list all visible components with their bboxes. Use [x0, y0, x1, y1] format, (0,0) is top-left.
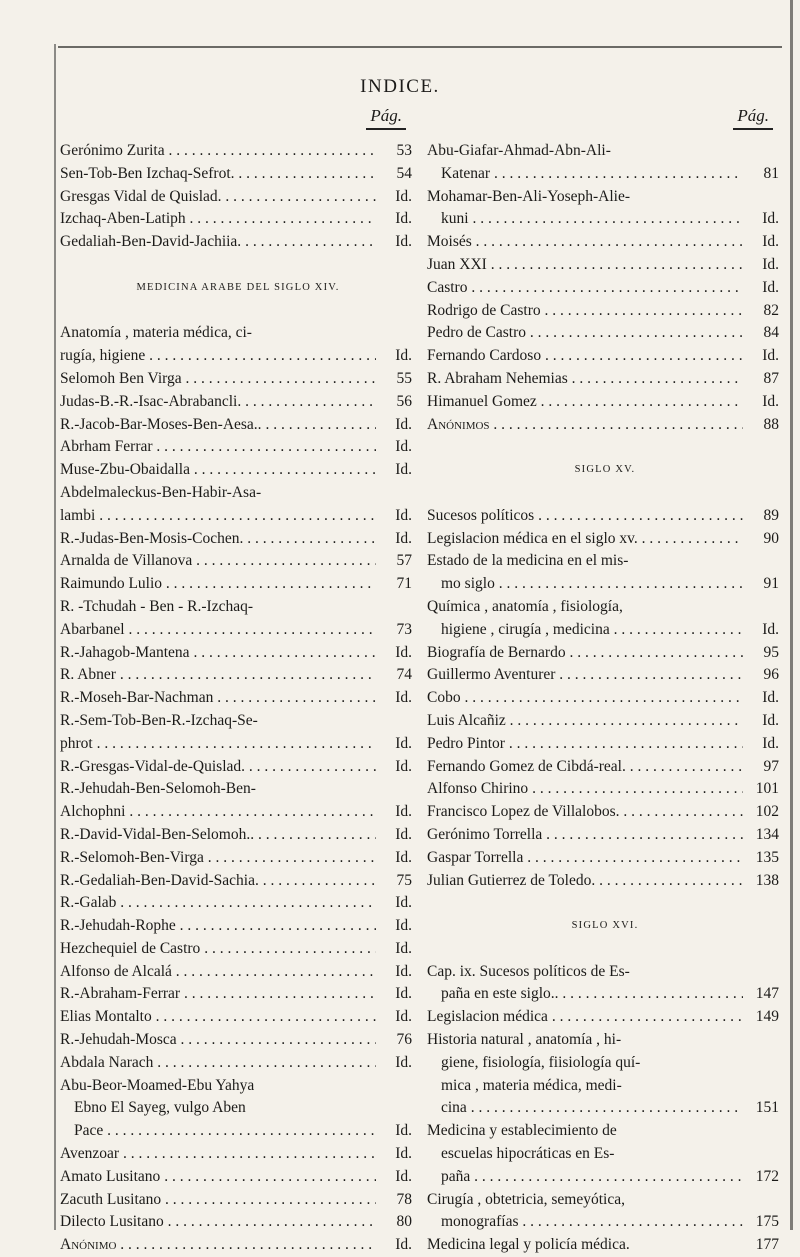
entry-page: Id. — [762, 620, 779, 638]
entry-title: Abdelmaleckus-Ben-Habir-Asa- — [60, 483, 262, 501]
index-entry — [427, 345, 783, 368]
entry-page: Id. — [395, 1236, 412, 1254]
index-entry — [427, 254, 783, 277]
index-entry — [60, 892, 416, 915]
entry-title: Legislacion médica en el siglo xv. . . . — [427, 528, 743, 551]
entry-page: Id. — [395, 438, 412, 456]
entry-page: Id. — [762, 392, 779, 410]
entry-title: Gerónimo Torrella . . . — [427, 824, 743, 847]
index-entry — [427, 231, 783, 254]
entry-page — [743, 1029, 783, 1052]
index-entry — [60, 596, 416, 619]
index-entry — [60, 163, 416, 186]
entry-title: Historia natural , anatomía , hi- — [427, 1031, 622, 1049]
index-entry — [427, 391, 783, 414]
entry-page: 149 — [755, 1008, 779, 1026]
entry-title: Alfonso de Alcalá . . . — [60, 961, 376, 984]
index-entry — [427, 208, 783, 231]
entry-page: 76 — [396, 1031, 412, 1049]
entry-title: Gresgas Vidal de Quislad. . . . — [60, 186, 376, 209]
entry-title: Abrham Ferrar . . . — [60, 436, 376, 459]
entry-title: Gerónimo Zurita . . . — [60, 140, 376, 163]
index-entry — [60, 414, 416, 437]
entry-page — [376, 596, 416, 619]
index-entry — [427, 870, 783, 893]
index-entry — [60, 733, 416, 756]
entry-title: Abu-Beor-Moamed-Ebu Yahya — [60, 1076, 255, 1094]
entry-title: Biografía de Bernardo . . . — [427, 642, 743, 665]
entry-page: 95 — [763, 643, 779, 661]
entry-page: 78 — [396, 1190, 412, 1208]
entry-title: R. Abraham Nehemias . . . — [427, 368, 743, 391]
entry-page: Id. — [395, 529, 412, 547]
index-entry — [60, 1143, 416, 1166]
index-entry — [427, 756, 783, 779]
entry-title: Amato Lusitano . . . — [60, 1166, 376, 1189]
entry-page: Id. — [762, 233, 779, 251]
entry-page: 138 — [755, 871, 779, 889]
index-entry — [60, 1052, 416, 1075]
index-entry — [60, 938, 416, 961]
entry-title: Legislacion médica . . . — [427, 1006, 743, 1029]
index-entry — [60, 436, 416, 459]
index-entry — [427, 277, 783, 300]
index-column-left — [60, 106, 416, 1257]
entry-page: 53 — [396, 142, 412, 159]
entry-page: Id. — [395, 506, 412, 524]
entry-page: Id. — [395, 894, 412, 912]
index-entry — [60, 756, 416, 779]
entry-list-c — [427, 961, 783, 1257]
entry-title: Izchaq-Aben-Latiph . . . — [60, 208, 376, 231]
entry-page: 91 — [763, 575, 779, 593]
index-entry — [427, 140, 783, 163]
entry-title: lambi . . . — [60, 505, 376, 528]
entry-title: R.-Jahagob-Mantena . . . — [60, 642, 376, 665]
entry-page — [743, 1143, 783, 1166]
index-entry — [427, 1234, 783, 1257]
entry-title: Rodrigo de Castro . . . — [427, 300, 743, 323]
entry-page: Id. — [395, 689, 412, 707]
index-entry — [60, 505, 416, 528]
index-entry — [427, 1211, 783, 1234]
entry-page: Id. — [395, 985, 412, 1003]
entry-title: Anónimo . . . — [60, 1234, 376, 1257]
entry-page: Id. — [395, 757, 412, 775]
entry-page: Id. — [395, 1053, 412, 1071]
index-entry — [60, 710, 416, 733]
index-entry — [60, 1120, 416, 1143]
page-title: INDICE. — [360, 76, 440, 97]
entry-title: Hezchequiel de Castro . . . — [60, 938, 376, 961]
index-entry — [427, 664, 783, 687]
index-entry — [60, 322, 416, 345]
index-entry — [427, 1189, 783, 1212]
index-entry — [60, 550, 416, 573]
index-entry — [60, 983, 416, 1006]
entry-page: 88 — [763, 415, 779, 433]
entry-title: Katenar . . . — [427, 163, 743, 186]
index-entry — [60, 1029, 416, 1052]
entry-page: Id. — [395, 848, 412, 866]
section-heading-siglo-xvi: SIGLO XVI. — [571, 920, 639, 932]
index-entry — [60, 778, 416, 801]
entry-title: Julian Gutierrez de Toledo. . . . — [427, 870, 743, 893]
entry-page: Id. — [395, 803, 412, 821]
entry-title: Juan XXI . . . — [427, 254, 743, 277]
entry-page — [376, 1097, 416, 1120]
index-entry — [60, 961, 416, 984]
entry-page — [376, 778, 416, 801]
entry-page: Id. — [395, 939, 412, 957]
index-entry — [60, 186, 416, 209]
index-entry — [60, 687, 416, 710]
entry-title: R.-Moseh-Bar-Nachman . . . — [60, 687, 376, 710]
index-entry — [427, 824, 783, 847]
entry-page: 73 — [396, 620, 412, 638]
entry-page — [743, 596, 783, 619]
index-entry — [60, 573, 416, 596]
entry-page: 151 — [755, 1099, 779, 1117]
entry-title: Medicina legal y policía médica. — [427, 1236, 630, 1254]
entry-title: R.-Judas-Ben-Mosis-Cochen. . . . — [60, 528, 376, 551]
entry-title: Química , anatomía , fisiología, — [427, 597, 623, 615]
entry-title: Fernando Gomez de Cibdá-real. . . . — [427, 756, 743, 779]
entry-list-b — [60, 322, 416, 1257]
entry-title: Sen-Tob-Ben Izchaq-Sefrot. . . . — [60, 163, 376, 186]
entry-page: 101 — [755, 780, 779, 798]
index-entry — [60, 1189, 416, 1212]
entry-title: Cirugía , obtetricia, semeyótica, — [427, 1190, 625, 1208]
entry-title: Sucesos políticos . . . — [427, 505, 743, 528]
entry-title: rugía, higiene . . . — [60, 345, 376, 368]
entry-title: Mohamar-Ben-Ali-Yoseph-Alie- — [427, 187, 631, 205]
entry-page — [743, 186, 783, 209]
entry-page — [376, 482, 416, 505]
entry-title: monografías . . . — [427, 1211, 743, 1234]
entry-title: Cobo . . . — [427, 687, 743, 710]
page-column-label: Pág. — [370, 106, 402, 125]
entry-page: 55 — [396, 369, 412, 387]
index-entry — [427, 528, 783, 551]
entry-page: Id. — [395, 347, 412, 365]
entry-title: paña . . . — [427, 1166, 743, 1189]
entry-page: 74 — [396, 666, 412, 684]
entry-page: 135 — [755, 848, 779, 866]
entry-title: cina . . . — [427, 1097, 743, 1120]
entry-page: Id. — [395, 187, 412, 205]
entry-page: Id. — [762, 734, 779, 752]
entry-page — [743, 1052, 783, 1075]
entry-title: phrot . . . — [60, 733, 376, 756]
entry-page: Id. — [395, 1167, 412, 1185]
index-entry — [427, 1143, 783, 1166]
entry-title: R.-Galab . . . — [60, 892, 376, 915]
entry-page: 82 — [763, 301, 779, 319]
index-entry — [60, 824, 416, 847]
entry-page: 175 — [755, 1213, 779, 1231]
entry-title: Raimundo Lulio . . . — [60, 573, 376, 596]
index-entry — [60, 1006, 416, 1029]
entry-page: 90 — [763, 529, 779, 547]
index-entry — [60, 528, 416, 551]
entry-page: 71 — [396, 575, 412, 593]
index-entry — [60, 642, 416, 665]
entry-title: escuelas hipocráticas en Es- — [441, 1145, 615, 1163]
index-entry — [427, 1075, 783, 1098]
entry-title: Zacuth Lusitano . . . — [60, 1189, 376, 1212]
index-entry — [427, 642, 783, 665]
entry-title: Alchophni . . . — [60, 801, 376, 824]
entry-title: R.-Gresgas-Vidal-de-Quislad. . . . — [60, 756, 376, 779]
entry-title: Gedaliah-Ben-David-Jachiia. . . . — [60, 231, 376, 254]
page-frame-left-rule — [54, 44, 56, 1230]
entry-title: Gaspar Torrella . . . — [427, 847, 743, 870]
entry-page: Id. — [395, 1122, 412, 1140]
entry-page: Id. — [762, 689, 779, 707]
entry-page: Id. — [762, 255, 779, 273]
entry-page — [743, 961, 783, 984]
entry-title: Anatomía , materia médica, ci- — [60, 324, 252, 342]
entry-page: Id. — [395, 917, 412, 935]
entry-page: Id. — [395, 233, 412, 251]
index-entry — [427, 687, 783, 710]
index-entry — [60, 619, 416, 642]
entry-title: R.-Gedaliah-Ben-David-Sachia. . . . — [60, 870, 376, 893]
entry-page: Id. — [762, 711, 779, 729]
index-entry — [427, 778, 783, 801]
entry-title: mica , materia médica, medi- — [441, 1076, 622, 1094]
entry-title: Muse-Zbu-Obaidalla . . . — [60, 459, 376, 482]
index-entry — [60, 664, 416, 687]
index-entry — [60, 1075, 416, 1098]
index-entry — [427, 847, 783, 870]
entry-title: Pace . . . — [60, 1120, 376, 1143]
index-entry — [427, 983, 783, 1006]
index-entry — [60, 847, 416, 870]
entry-page — [743, 1120, 783, 1143]
index-entry — [60, 1234, 416, 1257]
entry-page: 102 — [755, 803, 779, 821]
index-entry — [427, 1166, 783, 1189]
entry-page: 84 — [763, 324, 779, 342]
index-entry — [427, 619, 783, 642]
index-entry — [427, 961, 783, 984]
entry-page: 97 — [763, 757, 779, 775]
entry-title: Medicina y establecimiento de — [427, 1122, 617, 1140]
page-label-rule — [733, 128, 773, 130]
entry-title: higiene , cirugía , medicina . . . . — [427, 619, 743, 642]
index-entry — [60, 345, 416, 368]
entry-title: Estado de la medicina en el mis- — [427, 552, 629, 570]
index-entry — [427, 322, 783, 345]
entry-title: Himanuel Gomez . . . — [427, 391, 743, 414]
entry-page: 96 — [763, 666, 779, 684]
entry-page: 80 — [396, 1213, 412, 1231]
index-entry — [427, 505, 783, 528]
entry-title: Anónimos . . . — [427, 414, 743, 437]
index-entry — [427, 710, 783, 733]
entry-title: R.-Selomoh-Ben-Virga . . . — [60, 847, 376, 870]
entry-page: 172 — [755, 1167, 779, 1185]
page-column-label: Pág. — [737, 106, 769, 125]
index-entry — [60, 368, 416, 391]
index-entry — [60, 870, 416, 893]
index-entry — [60, 482, 416, 505]
entry-title: R.-Jehudah-Mosca . . . — [60, 1029, 376, 1052]
index-entry — [60, 140, 416, 163]
entry-title: R. -Tchudah - Ben - R.-Izchaq- — [60, 597, 254, 615]
entry-title: Moisés . . . — [427, 231, 743, 254]
entry-title: Arnalda de Villanova . . . — [60, 550, 376, 573]
entry-page — [376, 322, 416, 345]
entry-page: Id. — [762, 210, 779, 228]
entry-title: giene, fisiología, fiisiología quí- — [441, 1053, 641, 1071]
page-label-rule — [366, 128, 406, 130]
entry-page: 87 — [763, 369, 779, 387]
entry-title: Abdala Narach . . . — [60, 1052, 376, 1075]
entry-title: Guillermo Aventurer . . . — [427, 664, 743, 687]
entry-page: Id. — [395, 461, 412, 479]
entry-title: Fernando Cardoso . . . — [427, 345, 743, 368]
entry-page — [376, 710, 416, 733]
entry-page: 54 — [396, 164, 412, 182]
entry-page — [743, 1189, 783, 1212]
index-entry — [427, 733, 783, 756]
entry-title: R.-Sem-Tob-Ben-R.-Izchaq-Se- — [60, 711, 258, 729]
entry-page: Id. — [395, 734, 412, 752]
entry-title: kuni . . . — [427, 208, 743, 231]
entry-title: Castro . . . — [427, 277, 743, 300]
index-entry — [427, 1097, 783, 1120]
entry-title: Abarbanel . . . — [60, 619, 376, 642]
entry-title: Francisco Lopez de Villalobos. . . . — [427, 801, 743, 824]
entry-title: Luis Alcañiz . . . — [427, 710, 743, 733]
index-entry — [60, 391, 416, 414]
index-entry — [427, 368, 783, 391]
entry-title: Pedro de Castro . . . — [427, 322, 743, 345]
entry-list-a — [60, 140, 416, 254]
entry-page: 134 — [755, 825, 779, 843]
entry-title: Elias Montalto . . . — [60, 1006, 376, 1029]
index-entry — [60, 459, 416, 482]
index-entry — [427, 163, 783, 186]
section-heading: MEDICINA ARABE DEL SIGLO XIV. — [136, 281, 340, 293]
index-entry — [60, 1211, 416, 1234]
index-entry — [427, 186, 783, 209]
entry-page: 81 — [763, 164, 779, 182]
entry-title: R.-Abraham-Ferrar . . . — [60, 983, 376, 1006]
entry-page: Id. — [395, 1008, 412, 1026]
entry-page: Id. — [395, 1145, 412, 1163]
entry-title: paña en este siglo.. . . . — [427, 983, 743, 1006]
index-entry — [60, 231, 416, 254]
entry-title: Dilecto Lusitano . . . — [60, 1211, 376, 1234]
index-entry — [60, 801, 416, 824]
index-entry — [427, 1029, 783, 1052]
entry-title: mo siglo . . . — [427, 573, 743, 596]
entry-title: Cap. ix. Sucesos políticos de Es- — [427, 962, 630, 980]
entry-page — [743, 1075, 783, 1098]
entry-page: Id. — [395, 415, 412, 433]
entry-title: Pedro Pintor . . . — [427, 733, 743, 756]
entry-page: 177 — [755, 1236, 779, 1254]
entry-title: R.-Jehudah-Rophe . . . — [60, 915, 376, 938]
entry-page: Id. — [395, 962, 412, 980]
index-entry — [427, 300, 783, 323]
entry-page: 56 — [396, 392, 412, 410]
entry-title: Ebno El Sayeg, vulgo Aben — [74, 1099, 246, 1117]
entry-page — [743, 140, 783, 163]
index-entry — [427, 1120, 783, 1143]
entry-title: Judas-B.-R.-Isac-Abrabancli. . . . — [60, 391, 376, 414]
section-heading-siglo-xv: SIGLO XV. — [574, 464, 636, 476]
entry-page — [376, 1075, 416, 1098]
entry-list-b — [427, 505, 783, 893]
page-frame-right-edge — [790, 0, 793, 1230]
entry-page: Id. — [762, 347, 779, 365]
index-entry — [427, 1052, 783, 1075]
page-frame-top-rule — [58, 46, 782, 48]
entry-page — [743, 550, 783, 573]
entry-page: Id. — [395, 825, 412, 843]
index-entry — [427, 550, 783, 573]
index-entry — [60, 1166, 416, 1189]
entry-title: Alfonso Chirino . . . — [427, 778, 743, 801]
index-entry — [60, 208, 416, 231]
index-entry — [427, 596, 783, 619]
index-entry — [60, 1097, 416, 1120]
entry-title: Avenzoar . . . — [60, 1143, 376, 1166]
entry-title: R. Abner . . . — [60, 664, 376, 687]
entry-page: 89 — [763, 506, 779, 524]
entry-list-a — [427, 140, 783, 436]
index-entry — [427, 573, 783, 596]
entry-page: 147 — [755, 985, 779, 1003]
entry-title: Selomoh Ben Virga . . . — [60, 368, 376, 391]
entry-title: R.-Jehudah-Ben-Selomoh-Ben- — [60, 780, 256, 798]
entry-page: 75 — [396, 871, 412, 889]
index-entry — [60, 915, 416, 938]
index-entry — [427, 801, 783, 824]
entry-page: 57 — [396, 552, 412, 570]
index-entry — [427, 414, 783, 437]
entry-page: Id. — [395, 643, 412, 661]
index-entry — [427, 1006, 783, 1029]
index-column-right — [427, 106, 783, 1257]
entry-page: Id. — [762, 278, 779, 296]
entry-title: Abu-Giafar-Ahmad-Abn-Ali- — [427, 142, 611, 159]
entry-title: R.-Jacob-Bar-Moses-Ben-Aesa.. . . . — [60, 414, 376, 437]
entry-page: Id. — [395, 210, 412, 228]
entry-title: R.-David-Vidal-Ben-Selomoh.. . . . — [60, 824, 376, 847]
